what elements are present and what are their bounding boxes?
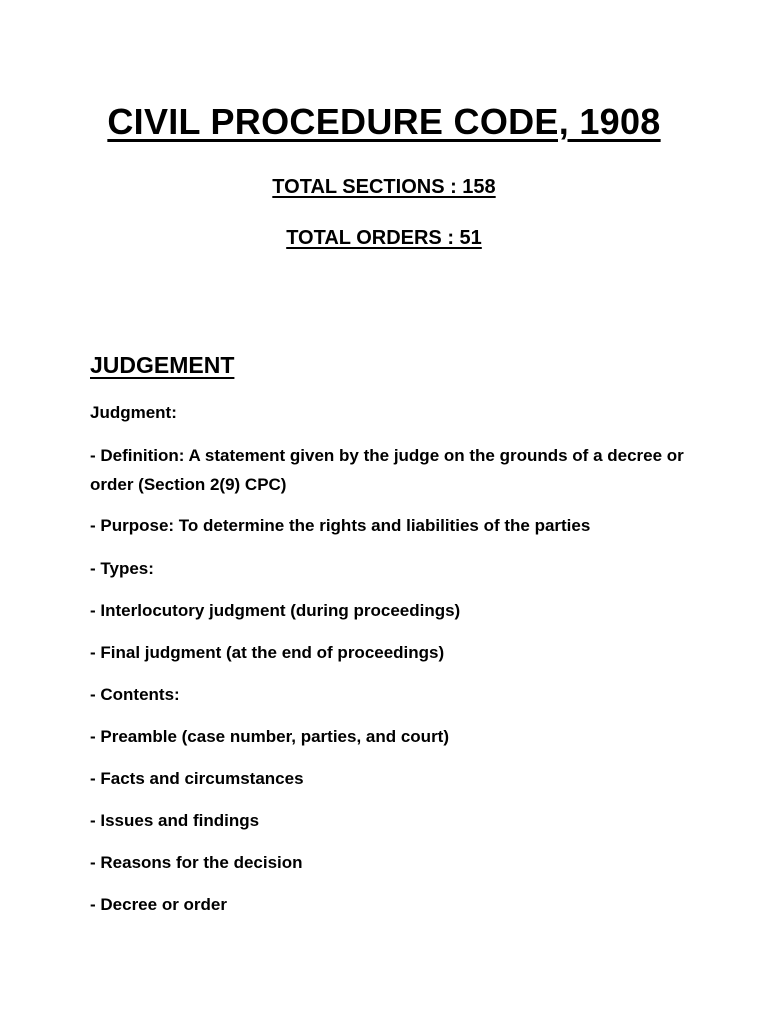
final-judgment-line: - Final judgment (at the end of proceedings) [90,643,445,662]
total-sections: TOTAL SECTIONS : 158 [272,176,496,198]
preamble-line: - Preamble (case number, parties, and court) [90,727,450,746]
decree-line: - Decree or order [90,895,227,914]
issues-line: - Issues and findings [90,811,260,830]
total-orders: TOTAL ORDERS : 51 [286,227,482,249]
document-title: CIVIL PROCEDURE CODE, 1908 [107,101,661,142]
contents-line: - Contents: [90,685,180,704]
types-line: - Types: [90,559,154,578]
judgment-label: Judgment: [90,403,177,422]
interlocutory-line: - Interlocutory judgment (during proceedings) [90,601,461,620]
facts-line: - Facts and circumstances [90,769,304,788]
section-heading-judgement: JUDGEMENT [90,352,235,378]
purpose-line: - Purpose: To determine the rights and liabilities of the parties [90,516,591,535]
definition-line: - Definition: A statement given by the judge on the grounds of a decree or order (Section 2(9) CPC) [90,446,684,494]
reasons-line: - Reasons for the decision [90,853,303,872]
